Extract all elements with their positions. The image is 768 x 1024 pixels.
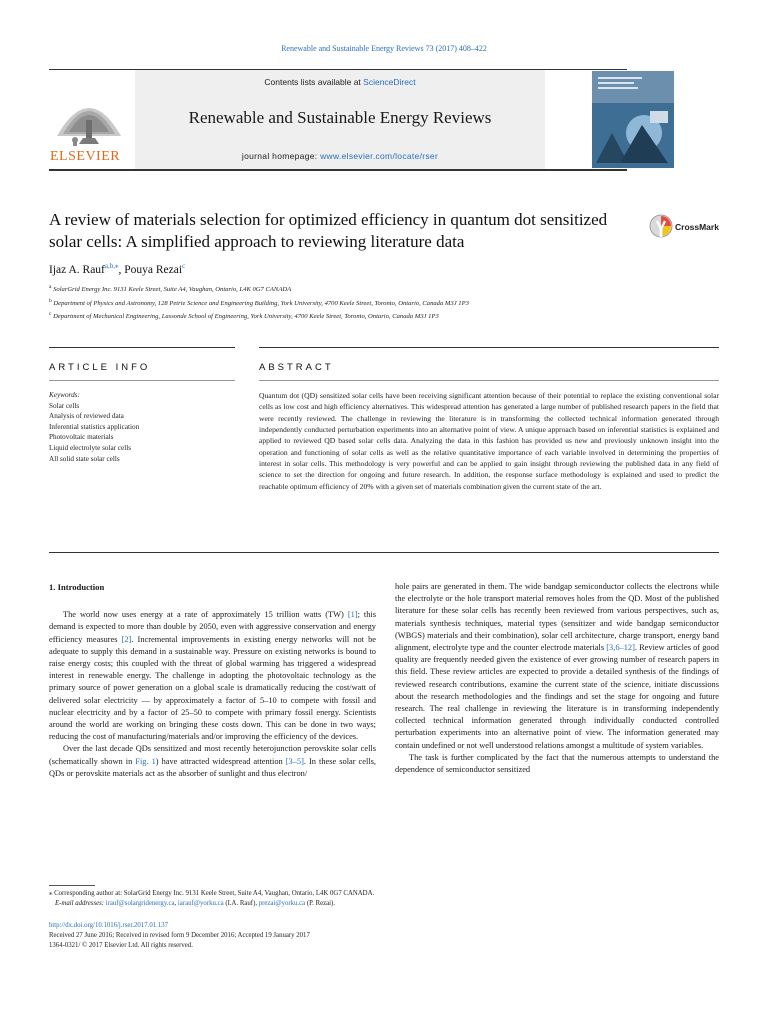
text-run: (P. Rezai). (305, 900, 336, 907)
keyword-item: Inferential statistics application (49, 422, 140, 431)
paragraph: The task is further complicated by the fact that the numerous attempts to understand the dependence of semiconductor sensitized (395, 752, 719, 775)
affiliation-text: Department of Physics and Astronomy, 128 Petrie Science and Engineering Building, York University, 4700 Keele Street, Toronto, Ontario, Canada M3J 1P3 (53, 299, 469, 307)
citation-link[interactable]: [1] (347, 610, 358, 620)
email-label: E-mail addresses: (55, 900, 106, 907)
affiliations (49, 282, 649, 323)
divider (49, 552, 719, 553)
article-info-heading: ARTICLE INFO (49, 362, 151, 373)
received-dates: Received 27 June 2016; Received in revised form 9 December 2016; Accepted 19 January 2017 (49, 932, 310, 939)
text-run: . Incremental improvements in existing energy networks will not be adequate to supply this demand in a sustainable way. Pressure on existing networks is bound to raise energy costs; this coupled with the threat of global warming has triggered a widespread interest in renewable energy. The challenge in adopting the photovoltaic technology as the primary source of power generation on a global scale is dramatically reducing the cost/watt of delivered solar electricity — by approximately a factor of 5–10 to compete with fossil and nuclear electricity and by a factor of 25–50 to compete with primary fossil energy. Scientists around the world are working on bringing these costs down. This can be done in two ways; reducing the cost of manufacturing/materials and/or improving the efficiency of the devices. (49, 634, 376, 742)
author-list (49, 262, 185, 276)
email-link[interactable]: iarauf@yorku.ca (177, 900, 224, 907)
author-name: Pouya Rezai (124, 263, 183, 276)
keyword-item: Analysis of reviewed data (49, 412, 124, 421)
text-run: ; this demand is expected to more than double by 2050, even with aggressive conservation and energy efficiency measures (49, 610, 376, 644)
publication-details (49, 921, 719, 951)
keyword-item: Solar cells (49, 401, 80, 410)
divider (49, 347, 235, 348)
keywords-block (49, 390, 235, 464)
paragraph (49, 609, 376, 743)
author-affiliation-marker[interactable]: a,b,⁎ (104, 262, 119, 270)
abstract-heading: ABSTRACT (259, 362, 334, 373)
text-run: ) have attracted widespread attention (155, 756, 286, 766)
copyright-line: 1364-0321/ © 2017 Elsevier Ltd. All rights reserved. (49, 942, 193, 949)
journal-title: Renewable and Sustainable Energy Reviews (188, 108, 492, 127)
divider (49, 380, 235, 381)
homepage-label: journal homepage: (241, 151, 321, 161)
text-run: . Review articles of good quality are frequently needed given the existence of ever growing number of research papers in this field. These review articles are expected to provide a detailed synthesis of the findings of reviewed research contributions, examine the current state of the science, initiate discussions about the research methodologies and the findings and set the stage for ongoing and future research. The real challenge in reviewing the literature is in transforming independently collected technical information generated through individually conducted controlled perturbation experiments into an alternative point of view. The information generated may contain undefined or not well understood relations amongst a multitude of system variables. (395, 643, 719, 750)
footnotes (49, 889, 719, 909)
author-separator: , (118, 263, 125, 276)
body-column-right (395, 581, 719, 776)
citation-link[interactable]: [3,6–12] (606, 643, 635, 653)
affiliation-item (49, 282, 649, 296)
keyword-item: Photovoltaic materials (49, 433, 114, 442)
divider (259, 347, 719, 348)
body-column-left (49, 581, 376, 780)
crossmark-badge[interactable] (649, 213, 719, 243)
text-run: . In these solar cells, QDs or perovskite materials act as the absorber of sunlight and thus electron/ (49, 756, 376, 778)
keyword-item: Liquid electrolyte solar cells (49, 443, 132, 452)
author-affiliation-marker[interactable]: c (182, 262, 186, 270)
text-run: Over the last decade QDs sensitized and most recently heterojunction perovskite solar cells (schematically shown in (49, 744, 376, 766)
keywords-label: Keywords: (49, 391, 80, 399)
paragraph (395, 581, 719, 752)
crossmark-label: CrossMark (675, 222, 719, 232)
journal-citation-header[interactable]: Renewable and Sustainable Energy Reviews 73 (2017) 408–422 (281, 44, 487, 53)
divider (259, 380, 719, 381)
citation-link[interactable]: [3–5] (285, 756, 304, 766)
journal-homepage-line (135, 151, 545, 161)
journal-cover-thumbnail (592, 71, 674, 168)
journal-banner (135, 70, 545, 169)
affiliation-item (49, 309, 649, 323)
corresponding-author-note: ⁎ Corresponding author at: SolarGrid Energy Inc. 9131 Keele Street, Suite A4, Vaughan, Ontario, L4K 0G7 CANADA. (49, 890, 375, 897)
crossmark-icon (649, 213, 673, 241)
email-link[interactable]: prezai@yorku.ca (258, 900, 306, 907)
footnote-divider (49, 885, 95, 886)
contents-prefix: Contents lists available at (264, 77, 364, 87)
contents-line (135, 77, 545, 87)
email-addresses (49, 899, 719, 909)
figure-link[interactable]: Fig. 1 (135, 756, 156, 766)
affiliation-text: SolarGrid Energy Inc. 9131 Keele Street, Suite A4, Vaughan, Ontario, L4K 0G7 CANADA (53, 286, 292, 294)
text-run: hole pairs are generated in them. The wide bandgap semiconductor collects the electrons while the electrolyte or the hole transport material removes holes from the QD. Most of the published literature for these solar cells has recently been reviewed from various perspectives, such as, materials synthesis techniques, material types (sensitizer and wide bandgap semiconductor (WBGS) materials and their combination), solar cell architecture, charge transport, energy band alignment, electrolyte type and the counter electrode materials (395, 582, 719, 653)
journal-masthead (49, 69, 627, 171)
article-title: A review of materials selection for optimized efficiency in quantum dot sensitized solar cells: A simplified approach to reviewing literature data (49, 210, 608, 251)
text-run: (I.A. Rauf), (223, 900, 259, 907)
affiliation-text: Department of Mechanical Engineering, Lassonde School of Engineering, York University, 4700 Keele Street, Toronto, Ontario, Canada M3J 1P3 (53, 313, 439, 321)
journal-homepage-link[interactable]: www.elsevier.com/locate/rser (320, 151, 439, 161)
affiliation-marker: a (49, 284, 52, 290)
paragraph (49, 743, 376, 780)
affiliation-item (49, 296, 649, 310)
sciencedirect-link[interactable]: ScienceDirect (363, 77, 416, 87)
doi-link[interactable]: http://dx.doi.org/10.1016/j.rser.2017.01.137 (49, 922, 169, 929)
citation-link[interactable]: [2] (121, 634, 132, 644)
text-run: , (174, 900, 178, 907)
affiliation-marker: b (49, 297, 52, 304)
email-link[interactable]: irauf@solargridenergy.ca (105, 900, 175, 907)
affiliation-marker: c (49, 311, 52, 318)
abstract-text: Quantum dot (QD) sensitized solar cells have been receiving significant attention because of their potential to replace the existing conventional solar cells as low cost and high efficiency alternatives. This widespread attention has generated a large number of published research papers in the field that were recently reviewed. The challenge in reviewing the literature is in transforming the collected technical information generated through independently conducted perturbation experiments into an alternative point of view. A unique approach based on inferential statistics is explained and applied to reviewed QD based solar cells data. Analyzing the data in this fashion has provided us new and previously unknown insight into the operation and functioning of solar cells as well as the relative quantitative importance of each variable involved in determining the properties of interest in solar cells. This methodology is very powerful and can be applied to gain insight through reviewing the published data in any field of science to set the direction for ongoing and future research. In addition, the response surface methodology is explained and used to predict the reachable optimum efficiency of 20% with a given set of materials combination given the current state of the art. (259, 391, 719, 491)
text-run: The world now uses energy at a rate of approximately 15 trillion watts (TW) (63, 610, 348, 620)
section-heading-introduction: 1. Introduction (49, 582, 105, 592)
author-name: Ijaz A. Rauf (49, 263, 105, 276)
elsevier-wordmark: ELSEVIER (50, 149, 121, 164)
keyword-item: All solid state solar cells (49, 454, 120, 463)
